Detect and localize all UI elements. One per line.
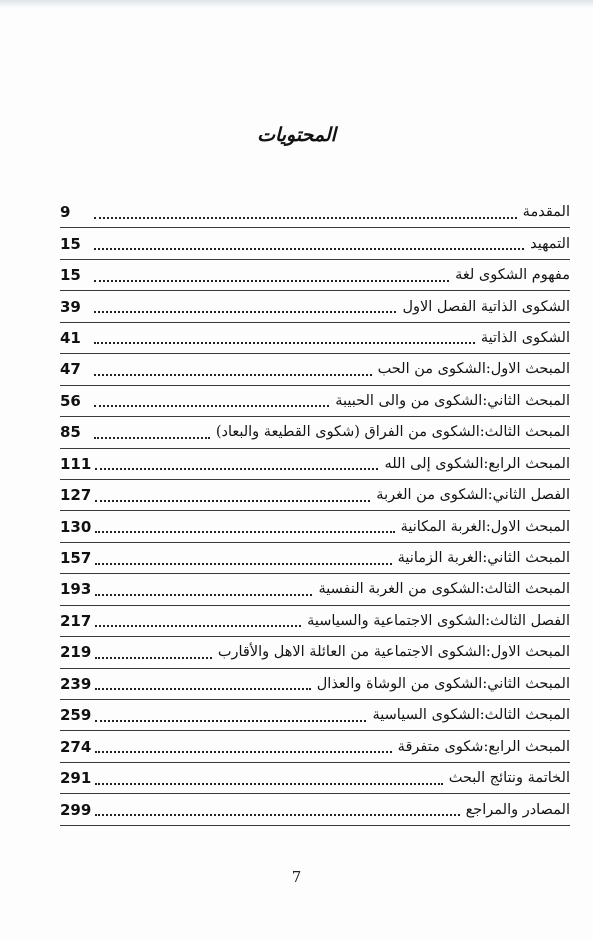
toc-entry-title: المبحث الاول:الشكوى من الحب [377, 361, 570, 378]
toc-entry-page: 9 [60, 203, 71, 222]
toc-entry [60, 511, 570, 542]
toc-entry [60, 543, 570, 574]
toc-entry-title: مفهوم الشكوى لغة [455, 267, 570, 284]
toc-entry-page: 39 [60, 297, 81, 316]
toc-entry-title: المبحث الثالث:الشكوى من الفراق (شكوى القطيعة والبعاد) [215, 424, 570, 441]
toc-entry-page: 193 [60, 580, 92, 599]
toc-entry [60, 606, 570, 637]
toc-entry-title: المبحث الثالث:الشكوى من الغربة النفسية [318, 581, 570, 598]
table-of-contents [60, 197, 570, 826]
toc-entry-page: 56 [60, 391, 81, 410]
toc-entry-page: 239 [60, 674, 92, 693]
toc-entry [60, 480, 570, 511]
toc-entry-title: المبحث الرابع:شكوى متفرقة [397, 738, 570, 755]
toc-entry [60, 794, 570, 825]
page-title: المحتويات [257, 124, 336, 146]
toc-entry [60, 731, 570, 762]
toc-entry [60, 354, 570, 385]
toc-entry-page: 85 [60, 423, 81, 442]
toc-entry-title: الشكوى الذاتية الفصل الاول [402, 298, 570, 315]
dot-leader [94, 247, 524, 250]
dot-leader [95, 687, 310, 690]
toc-entry-title: الشكوى الذاتية [480, 329, 570, 346]
toc-entry-page: 259 [60, 706, 92, 725]
toc-entry-title: المبحث الاول:الشكوى الاجتماعية من العائلة الاهل والأقارب [217, 644, 570, 661]
toc-entry-page: 274 [60, 737, 92, 756]
toc-entry-page: 291 [60, 769, 92, 788]
toc-entry-title: المبحث الثاني:الغربة الزمانية [397, 550, 570, 567]
dot-leader [95, 750, 391, 753]
dot-leader [95, 467, 378, 470]
dot-leader [95, 719, 366, 722]
toc-entry [60, 386, 570, 417]
dot-leader [94, 404, 329, 407]
toc-entry [60, 417, 570, 448]
toc-entry-title: المبحث الثاني:الشكوى من والى الحبيبة [335, 392, 570, 409]
dot-leader [94, 341, 475, 344]
toc-entry [60, 700, 570, 731]
toc-entry [60, 669, 570, 700]
dot-leader [94, 373, 372, 376]
toc-entry-title: الفصل الثاني:الشكوى من الغربة [376, 487, 570, 504]
scan-edge [0, 0, 593, 8]
toc-entry [60, 449, 570, 480]
toc-entry-page: 217 [60, 611, 92, 630]
toc-entry-title: الخاتمة ونتائج البحث [448, 770, 570, 787]
toc-entry-page: 15 [60, 266, 81, 285]
toc-entry [60, 323, 570, 354]
dot-leader [94, 279, 449, 282]
dot-leader [95, 562, 391, 565]
toc-entry [60, 291, 570, 322]
toc-entry-title: الفصل الثالث:الشكوى الاجتماعية والسياسية [307, 612, 570, 629]
toc-entry-page: 15 [60, 234, 81, 253]
toc-entry-page: 47 [60, 360, 81, 379]
toc-entry-page: 127 [60, 486, 92, 505]
toc-entry-page: 111 [60, 454, 92, 473]
dot-leader [95, 593, 312, 596]
toc-entry [60, 763, 570, 794]
toc-entry-title: المصادر والمراجع [465, 801, 570, 818]
toc-entry [60, 574, 570, 605]
dot-leader [94, 310, 396, 313]
toc-entry [60, 197, 570, 228]
dot-leader [95, 656, 212, 659]
toc-entry-title: المبحث الاول:الغربة المكانية [400, 518, 570, 535]
dot-leader [94, 216, 517, 219]
toc-entry-page: 41 [60, 328, 81, 347]
dot-leader [95, 782, 442, 785]
dot-leader [95, 813, 459, 816]
dot-leader [94, 436, 210, 439]
dot-leader [95, 499, 370, 502]
dot-leader [95, 530, 394, 533]
toc-entry-title: التمهيد [530, 235, 570, 252]
dot-leader [95, 624, 301, 627]
toc-entry [60, 637, 570, 668]
toc-entry [60, 228, 570, 259]
toc-entry-page: 299 [60, 800, 92, 819]
toc-entry-page: 157 [60, 549, 92, 568]
toc-entry-title: المقدمة [522, 204, 570, 221]
toc-entry-title: المبحث الرابع:الشكوى إلى الله [384, 455, 570, 472]
toc-entry [60, 260, 570, 291]
page-number: 7 [291, 868, 302, 886]
toc-entry-page: 219 [60, 643, 92, 662]
toc-entry-title: المبحث الثالث:الشكوى السياسية [372, 707, 570, 724]
toc-entry-page: 130 [60, 517, 92, 536]
toc-entry-title: المبحث الثاني:الشكوى من الوشاة والعذال [316, 675, 570, 692]
